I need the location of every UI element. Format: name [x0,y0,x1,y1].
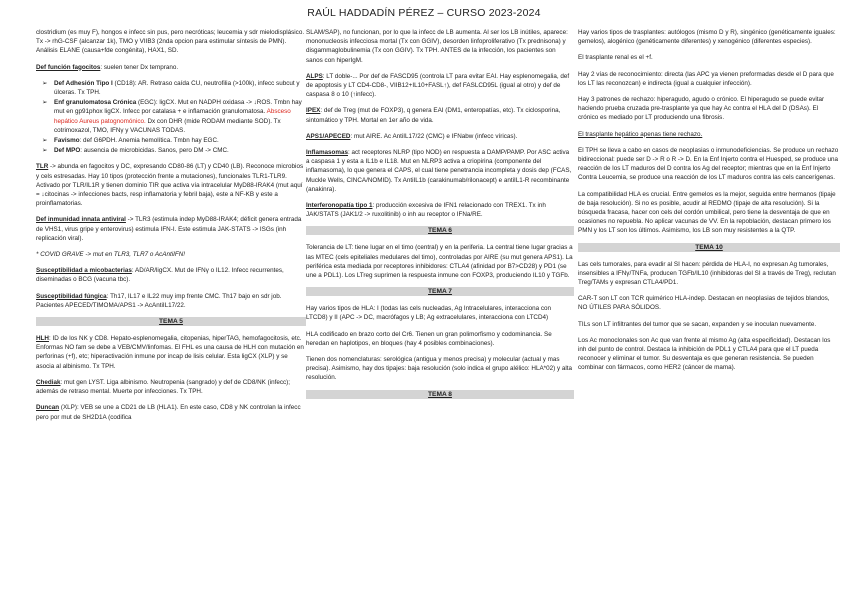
section-heading-tema5: TEMA 5 [36,317,306,326]
tils-paragraph: TILs son LT infiltrantes del tumor que se sacan, expanden y se inoculan nuevamente. [578,320,817,328]
alps-paragraph: ALPS: LT doble-... Por def de FASCD95 (controla LT para evitar EAI. Hay esplenomegalia, def de apoptosis y LT CD4-CD8-, VIIB12+IL10+FASL↑), def FASLCD95L (igual al otro) y def de caspasa 8 o 10 (↑infecc). [306,72,570,99]
tolerancia-paragraph: Tolerancia de LT: tiene lugar en el timo (central) y en la periferia. La central tiene lugar gracias a las MTEC (cels epiteliales medulares del timo), controladas por AIRE (su mut genera APS1). La periférica esta mediada por receptores inhibidores: CTLA4 (afinidad por B7>CD28) y PD1 (se une a PDL1). Los LTreg suprimen la respuesta inmune con FOXP3, produciendo IL10 y TGFb. [306,244,573,280]
ipex-paragraph: IPEX: def de Treg (mut de FOXP3), q genera EAI (DM1, enteropatías, etc). Tx ciclosporina, sintomático y TPH. Mortal en 1er año de vida. [306,107,561,124]
compatibilidad-paragraph: La compatibilidad HLA es crucial. Entre gemelos es la mejor, seguida entre hermanos (tipaje de baja resolución). Si no es posible, acudir al REDMO (tipaje de alta resolución). Si la búsqueda fracasa, hacer con cels del cordón umbilical, pero tiene la desventaja de que en ocasiones no repuebla. No aplicar vacunas de VV. En la repoblación, destacan primero los PMN y los LT son los últimos. Asimismo, los LB son muy resistentes a la QTP. [578,190,836,235]
rechazo-paragraph: Hay 3 patrones de rechazo: hiperagudo, agudo o crónico. El hiperagudo se puede evitar haciendo prueba cruzada pre-trasplante ya que hay Ac contra el HLA del D (DSAs). El crónico es mediado por LT produciendo una fibrosis. [578,96,825,122]
list-item: ➢ Def Adhesión Tipo I (CD18): AR. Retraso caída CU, neutrofilia (>100k), infecc subcut y úlceras. Tx TPH. [54,79,306,97]
fagocitos-paragraph: Def función fagocitos: suelen tener Dx temprano. [36,63,179,71]
duncan-paragraph: Duncan (XLP): VEB se une a CD21 de LB (HLA1). En este caso, CD8 y NK controlan la infecc pero por mut de SH2D1A (codifica [36,404,301,421]
column-middle [306,28,574,407]
vias-paragraph: Hay 2 vías de reconocimiento: directa (las APC ya vienen preformadas desde el D para que los LT las reconozcan) e indirecta (igual a cualquier infección). [578,70,834,87]
slam-paragraph: SLAM/SAP), no funcionan, por lo que la infecc de LB aumenta. Al ser los LB inútiles, aparece: mononucleosis infecciosa mortal (Tx con GGIV), desorden linfoproliferativo (Tx prednisona) y disgammaglobulinemia (Tx con GGIV). Tx TPH. ANTES de la infección, los pacientes son sanos con hiperIgM. [306,29,568,64]
section-heading-tema6: TEMA 6 [306,226,574,235]
tlr-paragraph: TLR -> abunda en fagocitos y DC, expresando CD80-86 (LT) y CD40 (LB). Reconoce microbios y cels estresadas. Hay 10 tipos (protección frente a mutaciones), funcionales TLR1-TLR9. Activado por TLR/IL1R y tienen dominio TIR que activa vía intracelular MyD88-IRAK4 (mut aquí = ↓citocinas -> infecciones bacts, resp inflamatoria y febril baja), este a NF-KB y este a proinflamatorias. [36,163,304,208]
aps1-paragraph: APS1/APECED: mut AIRE. Ac AntiIL17/22 (CMC) e IFNabw (infecc víricas). [306,132,518,140]
column-left [36,28,306,429]
intro-paragraph: clostridium (es muy F), hongos e infecc sin pus, pero necróticas; leucemia y sdr mielodisplásico. Tx -> rhG-CSF (alcanzar 1k), TMO y VIIB3 (2nda opcion para estimular síntesis de PMN). Análisis ELANE (causa+fde congénita), HAX1, SD. [36,29,305,55]
tph-paragraph: El TPH se lleva a cabo en casos de neoplasias o inmunodeficiencias. Se produce un rechazo bidireccional: puede ser D -> R o R -> D. En la Enf Injerto contra el Huesped, se produce una reacción de los LT maduros del D contra los Ag del receptor; mientras que en la Enf Injerto Contra Leucemia, se produce una reacción de los LT maduros contra las cels cancerígenas. [578,146,839,182]
trasplante-renal-paragraph: El trasplante renal es el +f. [578,54,653,62]
page-title: RAÚL HADDADÍN PÉREZ – CURSO 2023-2024 [307,7,541,19]
hla-cod-paragraph: HLA codificado en brazo corto del Cr6. Tienen un gran polimorfismo y codominancia. Se heredan en haplotipos, en bloques (hay 4 posibles combinaciones). [306,330,552,347]
nomenclatura-paragraph: Tienen dos nomenclaturas: serológica (antigua y menos precisa) y molecular (actual y mas precisa). Asimismo, hay dos tipajes: baja resolución (solo indica el grupo alélico: HLA*02) y alta resolución. [306,356,573,382]
fungica-paragraph: Susceptibilidad fúngica: Th17, IL17 e IL22 muy imp frente CMC. Th17 bajo en sdr job. Pacientes APECED/TIMOMA/APS1 -> AcAntiIL17/22. [36,292,282,309]
trasplante-types-paragraph: Hay varios tipos de trasplantes: autólogos (mismo D y R), singénico (genéticamente iguales: gemelos), alogénico (genéticamente diferentes) y xenogénico (diferentes especies). [578,29,836,46]
innata-paragraph: Def inmunidad innata antiviral -> TLR3 (estimula indep MyD88-IRAK4; déficit genera entrada de VHS1, virus gripe y enterovirus) estimula IFN-I. Este estimula JAK-STATS -> ISGs (inh replicación viral). [36,216,302,242]
column-right [578,28,840,380]
tumor-evasion-paragraph: Las cels tumorales, para evadir al SI hacen: pérdida de HLA-I, no expresan Ag tumorales, insensibles a IFNγ/TNFa, producen TGFb/IL10 (inhibidoras del SI a través de Treg), reclutan Treg/TAMs y expresan CTLA4/PD1. [578,260,836,287]
hlh-paragraph: HLH: ID de los NK y CD8. Hepato-esplenomegalia, citopenias, hiperTAG, hemofagocitosis, etc. Enformas NO fam se debe a VEB/CMV/linfomas. El FHL es una causa de HLH con mutación en perforinas (+f), etc; hiperactivación inmune por incap de lisis celular. Esta ligCX (XLP) y se asocia al albinismo. Tx TPH. [36,335,304,370]
inflamasomas-paragraph: Inflamasomas: act receptores NLRP (tipo NOD) en respuesta a DAMP/PAMP. Por ASC activa a caspasa 1 y esta a IL1b e IL18. Mut en NLRP3 activa a criopirina (componente del inflamasoma), lo que genera el CAPS, el cual tiene penetrancia incompleta y dosis dep (FCAS, Muckle Wells, CINCA/NOMID). Tx AntiIL1b (carakinumab/rilonacept) e antiIL1-R recombinante (anakinra). [306,149,572,193]
interferonopatia-paragraph: Interferonopatía tipo 1: producción excesiva de IFN1 relacionado con TREX1. Tx inh JAK/STATS (JAK1/2 -> ruxolitinib) o inh au receptor o IFNa/RE. [306,202,546,219]
micobact-paragraph: Susceptibilidad a micobacterias: AD/AR/ligCX. Mut de IFNγ o IL12. Infecc recurrentes, diseminadas o BCG (vacuna tbc). [36,267,284,284]
hla-types-paragraph: Hay varios tipos de HLA: I (todas las cels nucleadas, Ag Intracelulares, interacciona con LTCD8) y II (APC -> DC, macrófagos y LB; Ag extracelulares, interacciona con LTCD4) [306,305,552,322]
ac-monoclonales-paragraph: Los Ac monoclonales son Ac que van frente al mismo Ag (alta especificidad). Destacan los inh del punto de control. Destaca la inhibición de PDL1 y CTLA4 para que el LT pueda reconocer y eliminar el tumor. Su desventaja es que generan resistencia. Se pueden combinar con fármacos, como HER2 (cáncer de mama). [578,336,831,372]
covid-note: * COVID GRAVE -> mut en TLR3, TLR7 o AcAntiIFN! [36,251,186,259]
list-item: ➢ Favismo: def G6PDH. Anemia hemolítica. Tmbn hay EGC. [54,136,306,145]
cart-paragraph: CAR-T son LT con TCR quimérico HLA-indep. Destacan en neoplasias de tejidos blandos, NO ÚTILES PARA SÓLIDOS. [578,295,830,312]
fagocitos-list [36,79,306,156]
fagocitos-heading: Def función fagocitos [36,63,101,71]
hepatico-paragraph: El trasplante hepático apenas tiene rechazo. [578,130,703,138]
section-heading-tema10: TEMA 10 [578,243,840,252]
list-item: ➢ Enf granulomatosa Crónica (EGC): ligCX. Mut en NADPH oxidasa -> ↓ROS. Tmbn hay mut en gp91phox ligCX. Infecc por catalasa + e inflamación granulomatosa. Absceso hepático Aureus patognomónico. Dx con DHR (mide RODAM mediante SOD). Tx cotrimoxazol, TMO, IFNγ y VACUNAS TODAS. [54,98,306,135]
section-heading-tema7: TEMA 7 [306,287,574,296]
section-heading-tema8: TEMA 8 [306,390,574,399]
chediak-paragraph: Chediak: mut gen LYST. Liga albinismo. Neutropenia (sangrado) y def de CD8/NK (infecc); además de retraso mental. Muerte por infecciones. Tx TPH. [36,378,290,396]
list-item: ➢ Def MPO: ausencia de microbicidas. Sanos, pero DM -> CMC. [54,146,306,155]
